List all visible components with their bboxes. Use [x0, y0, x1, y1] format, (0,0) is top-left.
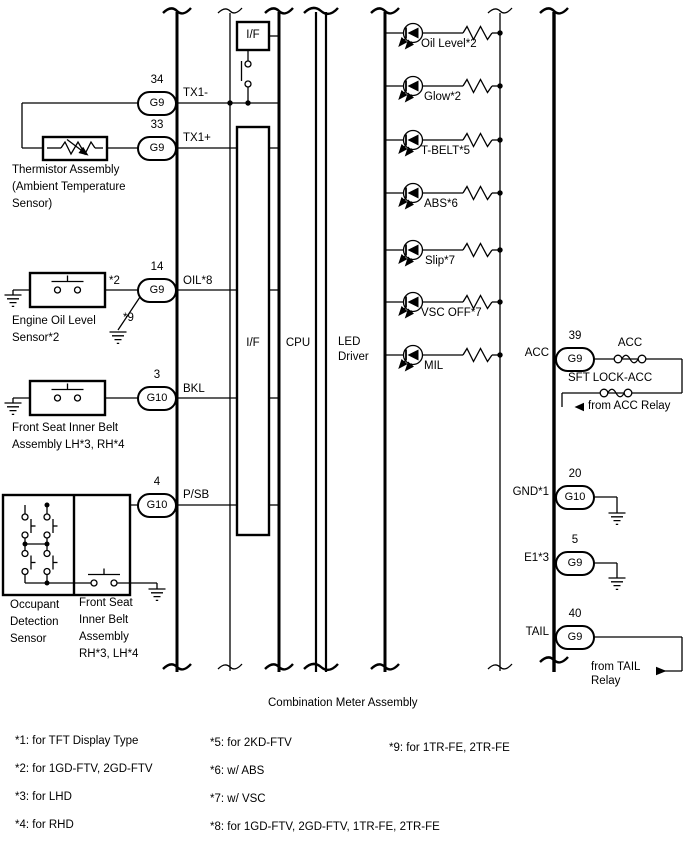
signal-psb: P/SB [183, 489, 210, 501]
cpu-label: CPU [285, 337, 311, 349]
pin-number: 39 [568, 330, 582, 342]
pin-number: 14 [150, 261, 164, 273]
signal-tx1-plus: TX1+ [183, 132, 211, 144]
footnote-5: *5: for 2KD-FTV [210, 737, 292, 749]
thermistor-label-line2: (Ambient Temperature [12, 181, 126, 193]
belt-rear-label-line1: Front Seat [79, 597, 133, 609]
signal-bkl: BKL [183, 383, 205, 395]
pin-number: 33 [150, 119, 164, 131]
connector-g9-pin14: G9 [137, 278, 177, 303]
occupant-label-line3: Sensor [10, 633, 47, 645]
pin-number: 34 [150, 74, 164, 86]
occupant-box [3, 495, 130, 595]
footnote-8: *8: for 1GD-FTV, 2GD-FTV, 1TR-FE, 2TR-FE [210, 821, 440, 833]
connector-g10-pin20: G10 [555, 485, 595, 510]
pin-number: 3 [153, 369, 161, 381]
occupant-label-line2: Detection [10, 616, 59, 628]
pin-number: 4 [153, 476, 161, 488]
if-main-label: I/F [246, 337, 260, 349]
if-top-label: I/F [246, 29, 260, 41]
connector-g9-pin40: G9 [555, 625, 595, 650]
meter-bus-bars [163, 8, 568, 672]
indicator-slip: Slip*7 [425, 255, 456, 267]
indicator-vsc-off: VSC OFF*7 [421, 307, 482, 319]
oil-sensor-label-line1: Engine Oil Level [12, 315, 96, 327]
signal-tx1-minus: TX1- [183, 87, 208, 99]
oil-sensor-tag: *2 [109, 275, 120, 287]
from-acc-relay-label: from ACC Relay [588, 400, 671, 412]
arrow-from-tail-relay-icon [656, 667, 667, 675]
connector-g10-pin4: G10 [137, 493, 177, 518]
arrow-from-acc-relay-icon [575, 403, 585, 411]
if-main-box [237, 127, 269, 535]
indicator-mil: MIL [424, 360, 444, 372]
indicator-abs: ABS*6 [424, 198, 458, 210]
belt-rear-label-line4: RH*3, LH*4 [79, 648, 139, 660]
led-driver-label-line2: Driver [338, 351, 369, 363]
indicator-glow: Glow*2 [424, 91, 462, 103]
signal-acc: ACC [524, 347, 549, 359]
oil-sensor-label-line2: Sensor*2 [12, 332, 60, 344]
assembly-title: Combination Meter Assembly [268, 697, 418, 709]
from-tail-relay-label-line1: from TAIL [591, 661, 641, 673]
connector-g9-pin34: G9 [137, 91, 177, 116]
signal-tail: TAIL [525, 626, 549, 638]
connector-g9-pin39: G9 [555, 347, 595, 372]
signal-oil: OIL*8 [183, 275, 213, 287]
sft-lock-acc-label: SFT LOCK-ACC [568, 372, 653, 384]
indicator-oil-level: Oil Level*2 [421, 38, 477, 50]
signal-e1: E1*3 [524, 552, 549, 564]
acc-fuse-label: ACC [617, 337, 643, 349]
belt-rear-label-line3: Assembly [79, 631, 129, 643]
pin-number: 20 [568, 468, 582, 480]
connector-g9-pin5: G9 [555, 551, 595, 576]
connector-g9-pin33: G9 [137, 136, 177, 161]
connector-g10-pin3: G10 [137, 386, 177, 411]
thermistor-label-line3: Sensor) [12, 198, 53, 210]
pin-number: 40 [568, 608, 582, 620]
from-tail-relay-label-line2: Relay [591, 675, 621, 687]
footnote-7: *7: w/ VSC [210, 793, 266, 805]
belt-rear-label-line2: Inner Belt [79, 614, 129, 626]
signal-gnd: GND*1 [512, 486, 549, 498]
belt-front-label-line2: Assembly LH*3, RH*4 [12, 439, 125, 451]
footnote-4: *4: for RHD [15, 819, 74, 831]
led-driver-label-line1: LED [338, 336, 361, 348]
footnote-6: *6: w/ ABS [210, 765, 265, 777]
footnote-9: *9: for 1TR-FE, 2TR-FE [389, 742, 510, 754]
footnote-2: *2: for 1GD-FTV, 2GD-FTV [15, 763, 153, 775]
oil-branch-tag: *9 [123, 312, 134, 324]
thermistor-label-line1: Thermistor Assembly [12, 164, 120, 176]
occupant-label-line1: Occupant [10, 599, 60, 611]
indicator-tbelt: T-BELT*5 [421, 145, 470, 157]
pin-number: 5 [571, 534, 579, 546]
footnote-3: *3: for LHD [15, 791, 72, 803]
belt-front-label-line1: Front Seat Inner Belt [12, 422, 119, 434]
footnote-1: *1: for TFT Display Type [15, 735, 139, 747]
